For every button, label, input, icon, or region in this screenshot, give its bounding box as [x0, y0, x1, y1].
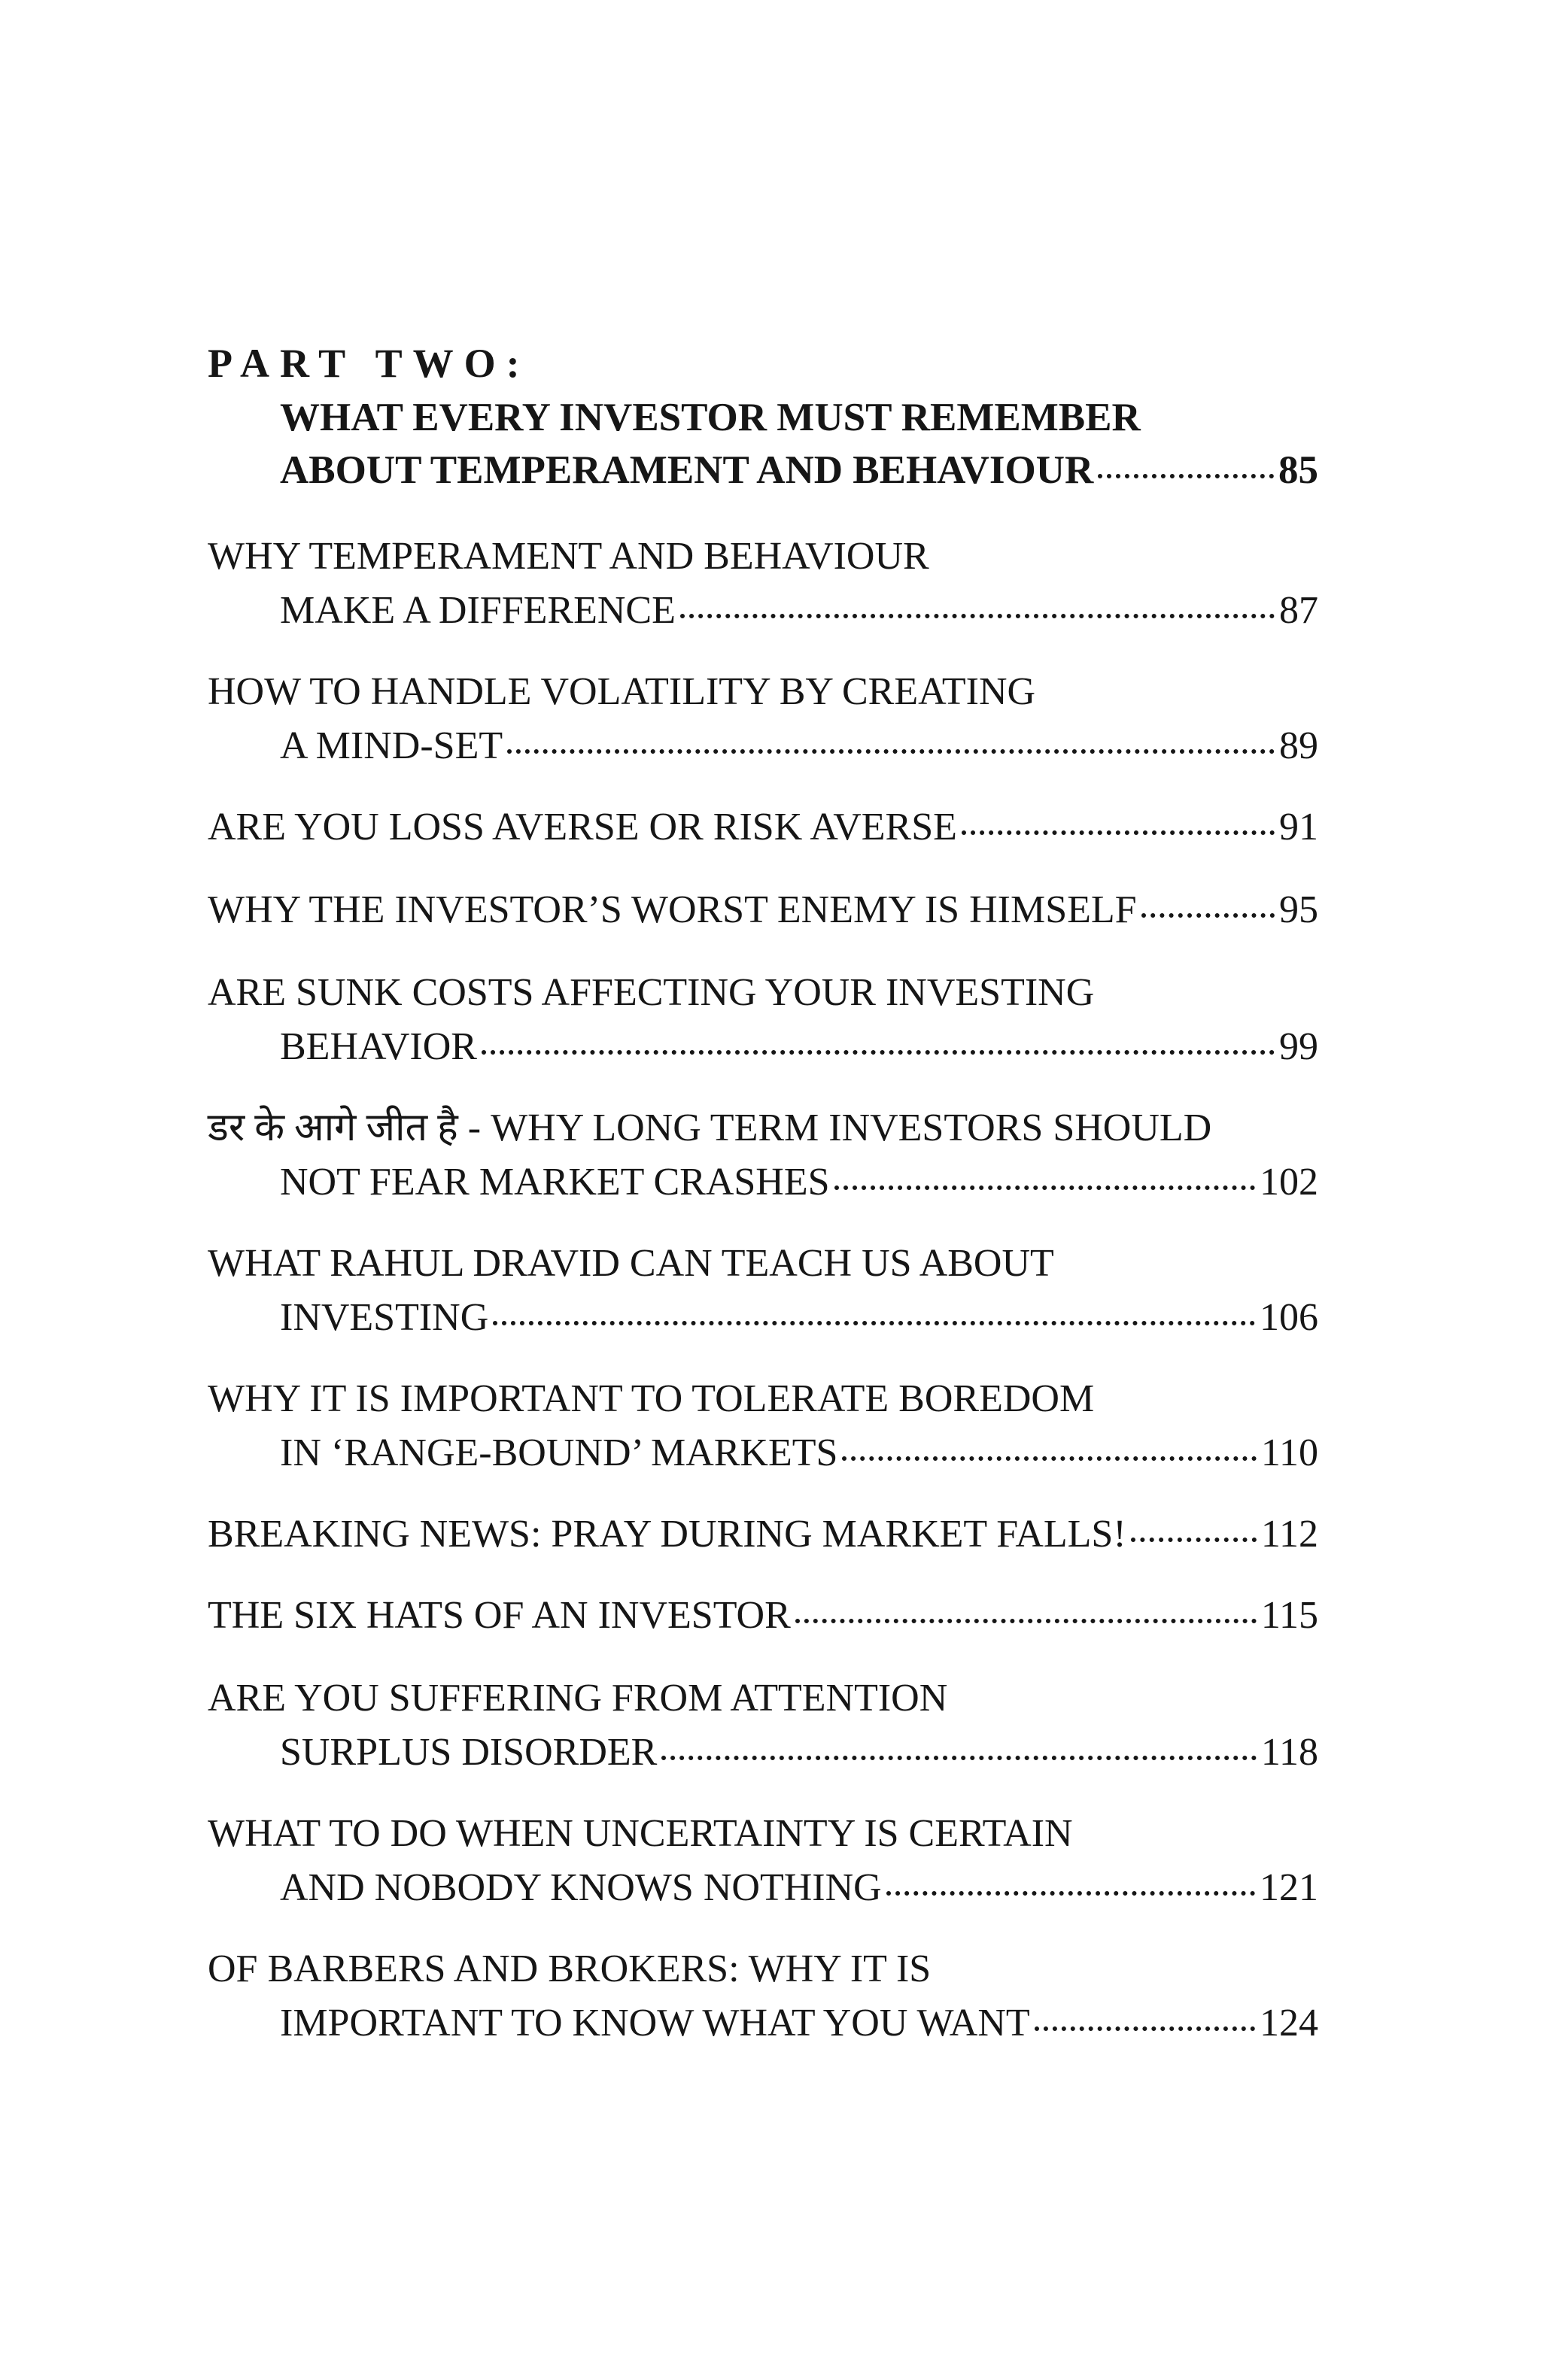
toc-entry-title: ARE YOU SUFFERING FROM ATTENTION: [208, 1677, 948, 1720]
part-title-line1: WHAT EVERY INVESTOR MUST REMEMBER: [280, 396, 1141, 439]
toc-entry-title-cont: BEHAVIOR: [280, 1025, 477, 1068]
page-number: 99: [1279, 1025, 1318, 1068]
page-number: 85: [1278, 448, 1318, 492]
page-number: 87: [1279, 589, 1318, 632]
dot-leader: [842, 1456, 1256, 1461]
page-number: 95: [1279, 888, 1318, 931]
toc-entry: [280, 1730, 1318, 1775]
toc-entry-title-cont: IN ‘RANGE-BOUND’ MARKETS: [280, 1431, 838, 1474]
page-number: 121: [1260, 1866, 1318, 1909]
dot-leader: [680, 614, 1275, 618]
toc-entry: [208, 805, 1318, 850]
toc-entry-title: OF BARBERS AND BROKERS: WHY IT IS: [208, 1947, 932, 1990]
page-number: 102: [1260, 1161, 1318, 1204]
toc-entry-title: THE SIX HATS OF AN INVESTOR: [208, 1594, 791, 1637]
toc-entry-title-cont: A MIND-SET: [280, 724, 503, 767]
toc-entry-title: WHAT RAHUL DRAVID CAN TEACH US ABOUT: [208, 1242, 1054, 1285]
toc-entry: [280, 1160, 1318, 1205]
dot-leader: [886, 1891, 1255, 1896]
toc-entry-title-cont: SURPLUS DISORDER: [280, 1731, 658, 1774]
toc-entry-title: डर के आगे जीत है - WHY LONG TERM INVESTORS SHOULD: [208, 1107, 1212, 1149]
toc-entry-title: ARE YOU LOSS AVERSE OR RISK AVERSE: [208, 806, 957, 848]
toc-entry-title: WHY IT IS IMPORTANT TO TOLERATE BOREDOM: [208, 1377, 1095, 1420]
dot-leader: [482, 1050, 1275, 1055]
part-title-line2: ABOUT TEMPERAMENT AND BEHAVIOUR: [280, 448, 1094, 492]
page-number: 91: [1279, 806, 1318, 848]
toc-entry-title-cont: MAKE A DIFFERENCE: [280, 589, 676, 632]
page-number: 115: [1260, 1594, 1318, 1637]
dot-leader: [1035, 2026, 1255, 2031]
toc-entry: [280, 1431, 1318, 1476]
toc-entry: [208, 1512, 1318, 1557]
toc-entry: [280, 2001, 1318, 2046]
toc-entry: [280, 1295, 1318, 1340]
toc-entry-title-cont: IMPORTANT TO KNOW WHAT YOU WANT: [280, 2002, 1030, 2045]
dot-leader: [1098, 474, 1274, 478]
toc-entry-title: WHY THE INVESTOR’S WORST ENEMY IS HIMSELF: [208, 888, 1137, 931]
toc-entry-title: WHAT TO DO WHEN UNCERTAINTY IS CERTAIN: [208, 1812, 1073, 1855]
dot-leader: [1131, 1538, 1257, 1542]
toc-entry-title: WHY TEMPERAMENT AND BEHAVIOUR: [208, 535, 929, 578]
page-number: 106: [1260, 1296, 1318, 1339]
toc-entry: [280, 1025, 1318, 1070]
toc-entry-title-cont: INVESTING: [280, 1296, 489, 1339]
toc-entry-title-cont: NOT FEAR MARKET CRASHES: [280, 1161, 830, 1204]
page-number: 124: [1260, 2002, 1318, 2045]
dot-leader: [507, 749, 1275, 754]
dot-leader: [834, 1185, 1255, 1190]
toc-entry-title: BREAKING NEWS: PRAY DURING MARKET FALLS!: [208, 1513, 1126, 1556]
toc-entry: [208, 888, 1318, 933]
page-number: 118: [1260, 1731, 1318, 1774]
page-number: 112: [1260, 1513, 1318, 1556]
page-number: 89: [1279, 724, 1318, 767]
dot-leader: [795, 1619, 1257, 1623]
dot-leader: [661, 1756, 1257, 1760]
part-label: PART TWO:: [208, 341, 530, 386]
page-number: 110: [1260, 1431, 1318, 1474]
toc-entry-title: HOW TO HANDLE VOLATILITY BY CREATING: [208, 670, 1036, 713]
toc-entry: [208, 1593, 1318, 1638]
toc-entry: [280, 588, 1318, 633]
toc-entry-title: ARE SUNK COSTS AFFECTING YOUR INVESTING: [208, 971, 1095, 1014]
dot-leader: [493, 1321, 1255, 1325]
dot-leader: [962, 830, 1275, 835]
dot-leader: [1141, 913, 1275, 918]
part-title-entry: [280, 448, 1318, 493]
toc-entry-title-cont: AND NOBODY KNOWS NOTHING: [280, 1866, 882, 1909]
toc-entry: [280, 724, 1318, 769]
toc-entry: [280, 1865, 1318, 1911]
